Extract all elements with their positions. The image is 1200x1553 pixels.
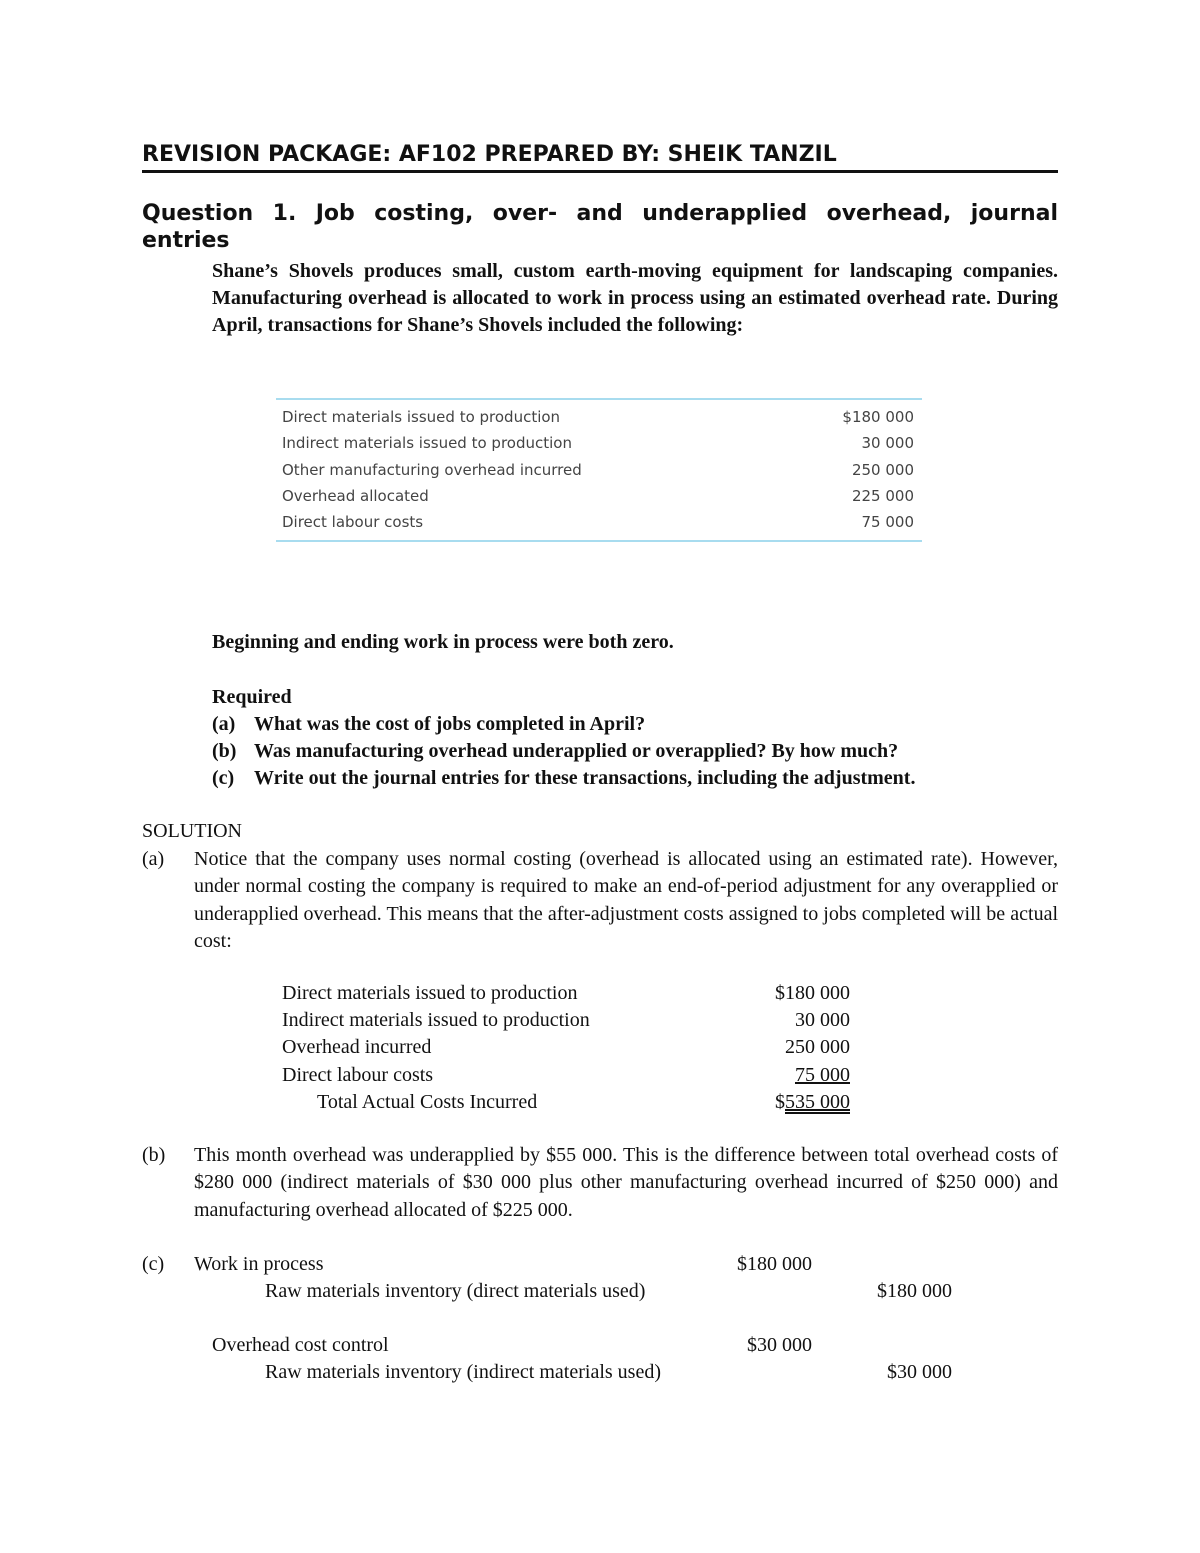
- table-row: [276, 404, 922, 430]
- row-value: 30 000: [795, 1009, 850, 1032]
- row-label: Indirect materials issued to production: [282, 1009, 590, 1032]
- row-value: 250 000: [785, 1036, 850, 1059]
- table-row: [276, 483, 922, 509]
- document-header-title: REVISION PACKAGE: AF102 PREPARED BY: SHEIK TANZIL: [142, 142, 837, 167]
- solution-heading: SOLUTION: [142, 820, 242, 842]
- je2-debit-amount: $30 000: [747, 1334, 812, 1356]
- required-label: Required: [212, 686, 292, 708]
- solution-part-b: [142, 1142, 1058, 1224]
- row-value: 75 000: [795, 1063, 850, 1086]
- table-row: [276, 457, 922, 483]
- row-value: $180 000: [775, 982, 850, 1004]
- row-label: Direct materials issued to production: [282, 408, 561, 426]
- required-item-b: [212, 738, 1058, 765]
- total-label: Total Actual Costs Incurred: [317, 1090, 538, 1113]
- part-c-label: (c): [142, 1253, 165, 1275]
- total-value: 535 000: [785, 1090, 850, 1113]
- wip-note: Beginning and ending work in process were both zero.: [212, 631, 674, 653]
- row-label: Direct materials issued to production: [282, 982, 578, 1004]
- item-text: Was manufacturing overhead underapplied or overapplied? By how much?: [254, 740, 899, 762]
- je1-credit-amount: $180 000: [877, 1280, 952, 1302]
- row-value: 75 000: [861, 513, 914, 532]
- row-label: Overhead incurred: [282, 1036, 432, 1059]
- part-text: Notice that the company uses normal costing (overhead is allocated using an estimated rate). However, under normal costing the company is required to make an end-of-period adjustment for any overapplied or underapplied overhead. This means that the after-adjustment costs assigned to jobs completed will be actual cost:: [194, 848, 1058, 952]
- table-row: [282, 1007, 850, 1034]
- given-data-table: [276, 398, 922, 542]
- je1-credit-account: Raw materials inventory (direct materials used): [265, 1280, 646, 1302]
- actual-cost-table: [282, 980, 850, 1116]
- row-value: $180 000: [842, 408, 914, 426]
- row-label: Direct labour costs: [282, 1063, 434, 1086]
- total-currency: $: [775, 1090, 785, 1113]
- row-label: Overhead allocated: [282, 486, 429, 505]
- item-label: (b): [212, 740, 237, 762]
- question-intro: Shane’s Shovels produces small, custom earth-moving equipment for landscaping companies. Manufacturing overhead is allocated to work in process using an estimated overhead rate. During April, transactions for Shane’s Shovels included the following:: [212, 260, 1058, 336]
- required-section: [212, 684, 1058, 792]
- je2-debit-account: Overhead cost control: [212, 1334, 389, 1356]
- je2-credit-account: Raw materials inventory (indirect materials used): [265, 1361, 661, 1383]
- je1-debit-amount: $180 000: [737, 1253, 812, 1275]
- question-title: [142, 200, 1058, 254]
- table-row: [282, 1034, 850, 1061]
- table-row: [276, 430, 922, 456]
- item-label: (c): [212, 767, 235, 789]
- row-label: Other manufacturing overhead incurred: [282, 460, 582, 479]
- question-title-line-2: entries: [142, 228, 230, 253]
- total-value-wrap: [775, 1089, 850, 1116]
- table-row: [282, 980, 850, 1007]
- row-value: 225 000: [851, 486, 914, 505]
- table-row: [282, 1062, 850, 1089]
- je2-credit-amount: $30 000: [887, 1361, 952, 1383]
- total-row: [282, 1089, 850, 1116]
- part-label: (b): [142, 1144, 166, 1166]
- item-label: (a): [212, 713, 236, 735]
- required-item-c: [212, 765, 1058, 792]
- item-text: What was the cost of jobs completed in April?: [254, 713, 646, 735]
- header-rule-divider: [142, 170, 1058, 173]
- table-row: [276, 509, 922, 535]
- row-value: 250 000: [851, 460, 914, 479]
- solution-part-a: [142, 846, 1058, 955]
- required-item-a: [212, 711, 1058, 738]
- question-title-line-1: Question 1. Job costing, over- and underapplied overhead, journal: [142, 201, 1058, 226]
- item-text: Write out the journal entries for these transactions, including the adjustment.: [254, 767, 916, 789]
- row-label: Direct labour costs: [282, 513, 424, 532]
- je1-debit-account: Work in process: [194, 1253, 324, 1275]
- part-text: This month overhead was underapplied by $55 000. This is the difference between total overhead costs of $280 000 (indirect materials of $30 000 plus other manufacturing overhead incurred of $250 000) and manufacturing overhead allocated of $225 000.: [194, 1144, 1058, 1221]
- row-label: Indirect materials issued to production: [282, 434, 572, 453]
- row-value: 30 000: [861, 434, 914, 453]
- part-label: (a): [142, 848, 165, 870]
